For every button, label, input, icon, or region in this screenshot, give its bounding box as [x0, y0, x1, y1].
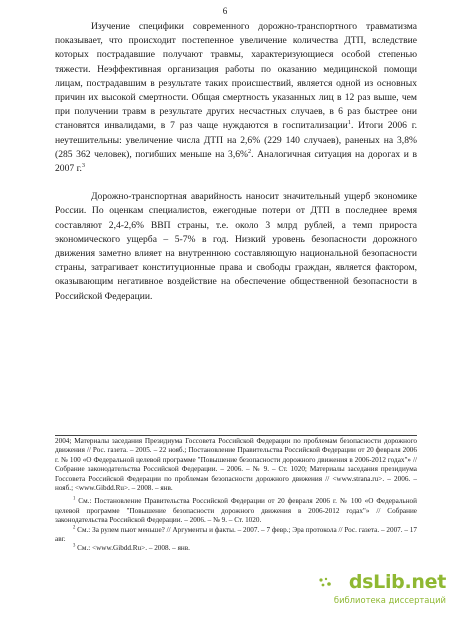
paragraph-1-text-2: . Итоги 2006 г. неутешительны: увеличение числа ДТП на 2,6% (229 140 случаев), раненых на 3,8% (285 362 человек), погибших меньше на 3,6%: [55, 120, 417, 160]
footnote-2-text: См.: За рулем пьют меньше? // Аргументы и факты. – 2007. – 7 февр.; Эра протокола // Рос. газета. – 2007. – 17 авг.: [55, 525, 417, 544]
footnote-ref-2: 2: [248, 147, 252, 155]
footnote-mark-2: 2: [73, 525, 76, 531]
footnote-3: [55, 544, 417, 553]
paragraph-1-text: Изучение специфики современного дорожно-транспортного травматизма показывает, что происходит постепенное увеличение количества ДТП, вследствие которых пострадавшие получают травмы, характеризующиеся особой степенью тяжести. Неэффективная организация работы по оказанию медицинской помощи лицам, пострадавшим в результате таких происшествий, является одной из основных причин их высокой смертности. Общая смертность указанных лиц в 12 раз выше, чем при получении травм в результате других несчастных случаев, в 6 раз быстрее они становятся инвалидами, в 7 раз чаще нуждаются в госпитализации: [55, 21, 417, 132]
footnote-1-text: См.: Постановление Правительства Российской Федерации от 20 февраля 2006 г. № 100 «О Федеральной целевой программе "Повышение безопасности дорожного движения в 2006-2012 годах"» // Собрание законодательства Российской Федерации. – 2006. – № 9. – Ст. 1020.: [55, 497, 417, 525]
footnote-ref-3: 3: [81, 161, 85, 169]
footnotes: [55, 437, 417, 554]
footnote-mark-3: 3: [73, 544, 76, 550]
watermark-caption: библиотека диссертаций: [333, 595, 446, 605]
dslib-watermark: [318, 571, 446, 613]
paragraph-2: [55, 190, 417, 304]
footnote-1: [55, 497, 417, 525]
body-text: [55, 20, 417, 304]
paragraph-1-text-3: . Аналогичная ситуация на дорогах и в 2007 г.: [55, 148, 417, 175]
paragraph-1: [55, 20, 417, 176]
footnote-continuation: 2004; Материалы заседания Президиума Госсовета Российской Федерации по проблемам безопасности дорожного движения // Рос. газета. – 2005. – 22 нояб.; Постановление Правительства Российской Федерации от 20 февраля 2006 г. № 100 «О Федеральной целевой программе "Повышение безопасности дорожного движения в 2006-2012 годах"» // Собрание законодательства Российской Федерации. – 2006. – № 9. – Ст. 1020; Материалы заседания президиума Госсовета Российской Федерации по проблемам безопасности дорожного движения // <www.strana.ru>. – 2006. – нояб.; <www.Gibdd.Ru>. – 2008. – янв.: [55, 437, 417, 493]
paragraph-2-text: Дорожно-транспортная аварийность наносит значительный ущерб экономике России. По оценкам специалистов, ежегодные потери от ДТП в последнее время составляют 2,4-2,6% ВВП страны, т.е. около 3 млрд рублей, а темп прироста экономического ущерба – 5-7% в год. Низкий уровень безопасности дорожного движения заметно влияет на внутреннюю составляющую национальной безопасности страны, затрагивает конституционные права и свободы граждан, является фактором, оказывающим негативное воздействие на обеспечение общественной безопасности в Российской Федерации.: [55, 191, 417, 302]
dots-logo-icon: [318, 577, 332, 589]
footnote-mark-1: 1: [73, 497, 76, 503]
page-number: 6: [222, 6, 228, 16]
footnote-ref-1: 1: [347, 119, 351, 127]
footnote-3-text: См.: <www.Gibdd.Ru>. – 2008. – янв.: [75, 544, 190, 553]
footnote-divider: [55, 435, 417, 436]
watermark-logo: dsLib.net: [348, 571, 446, 593]
footnote-2: [55, 526, 417, 545]
